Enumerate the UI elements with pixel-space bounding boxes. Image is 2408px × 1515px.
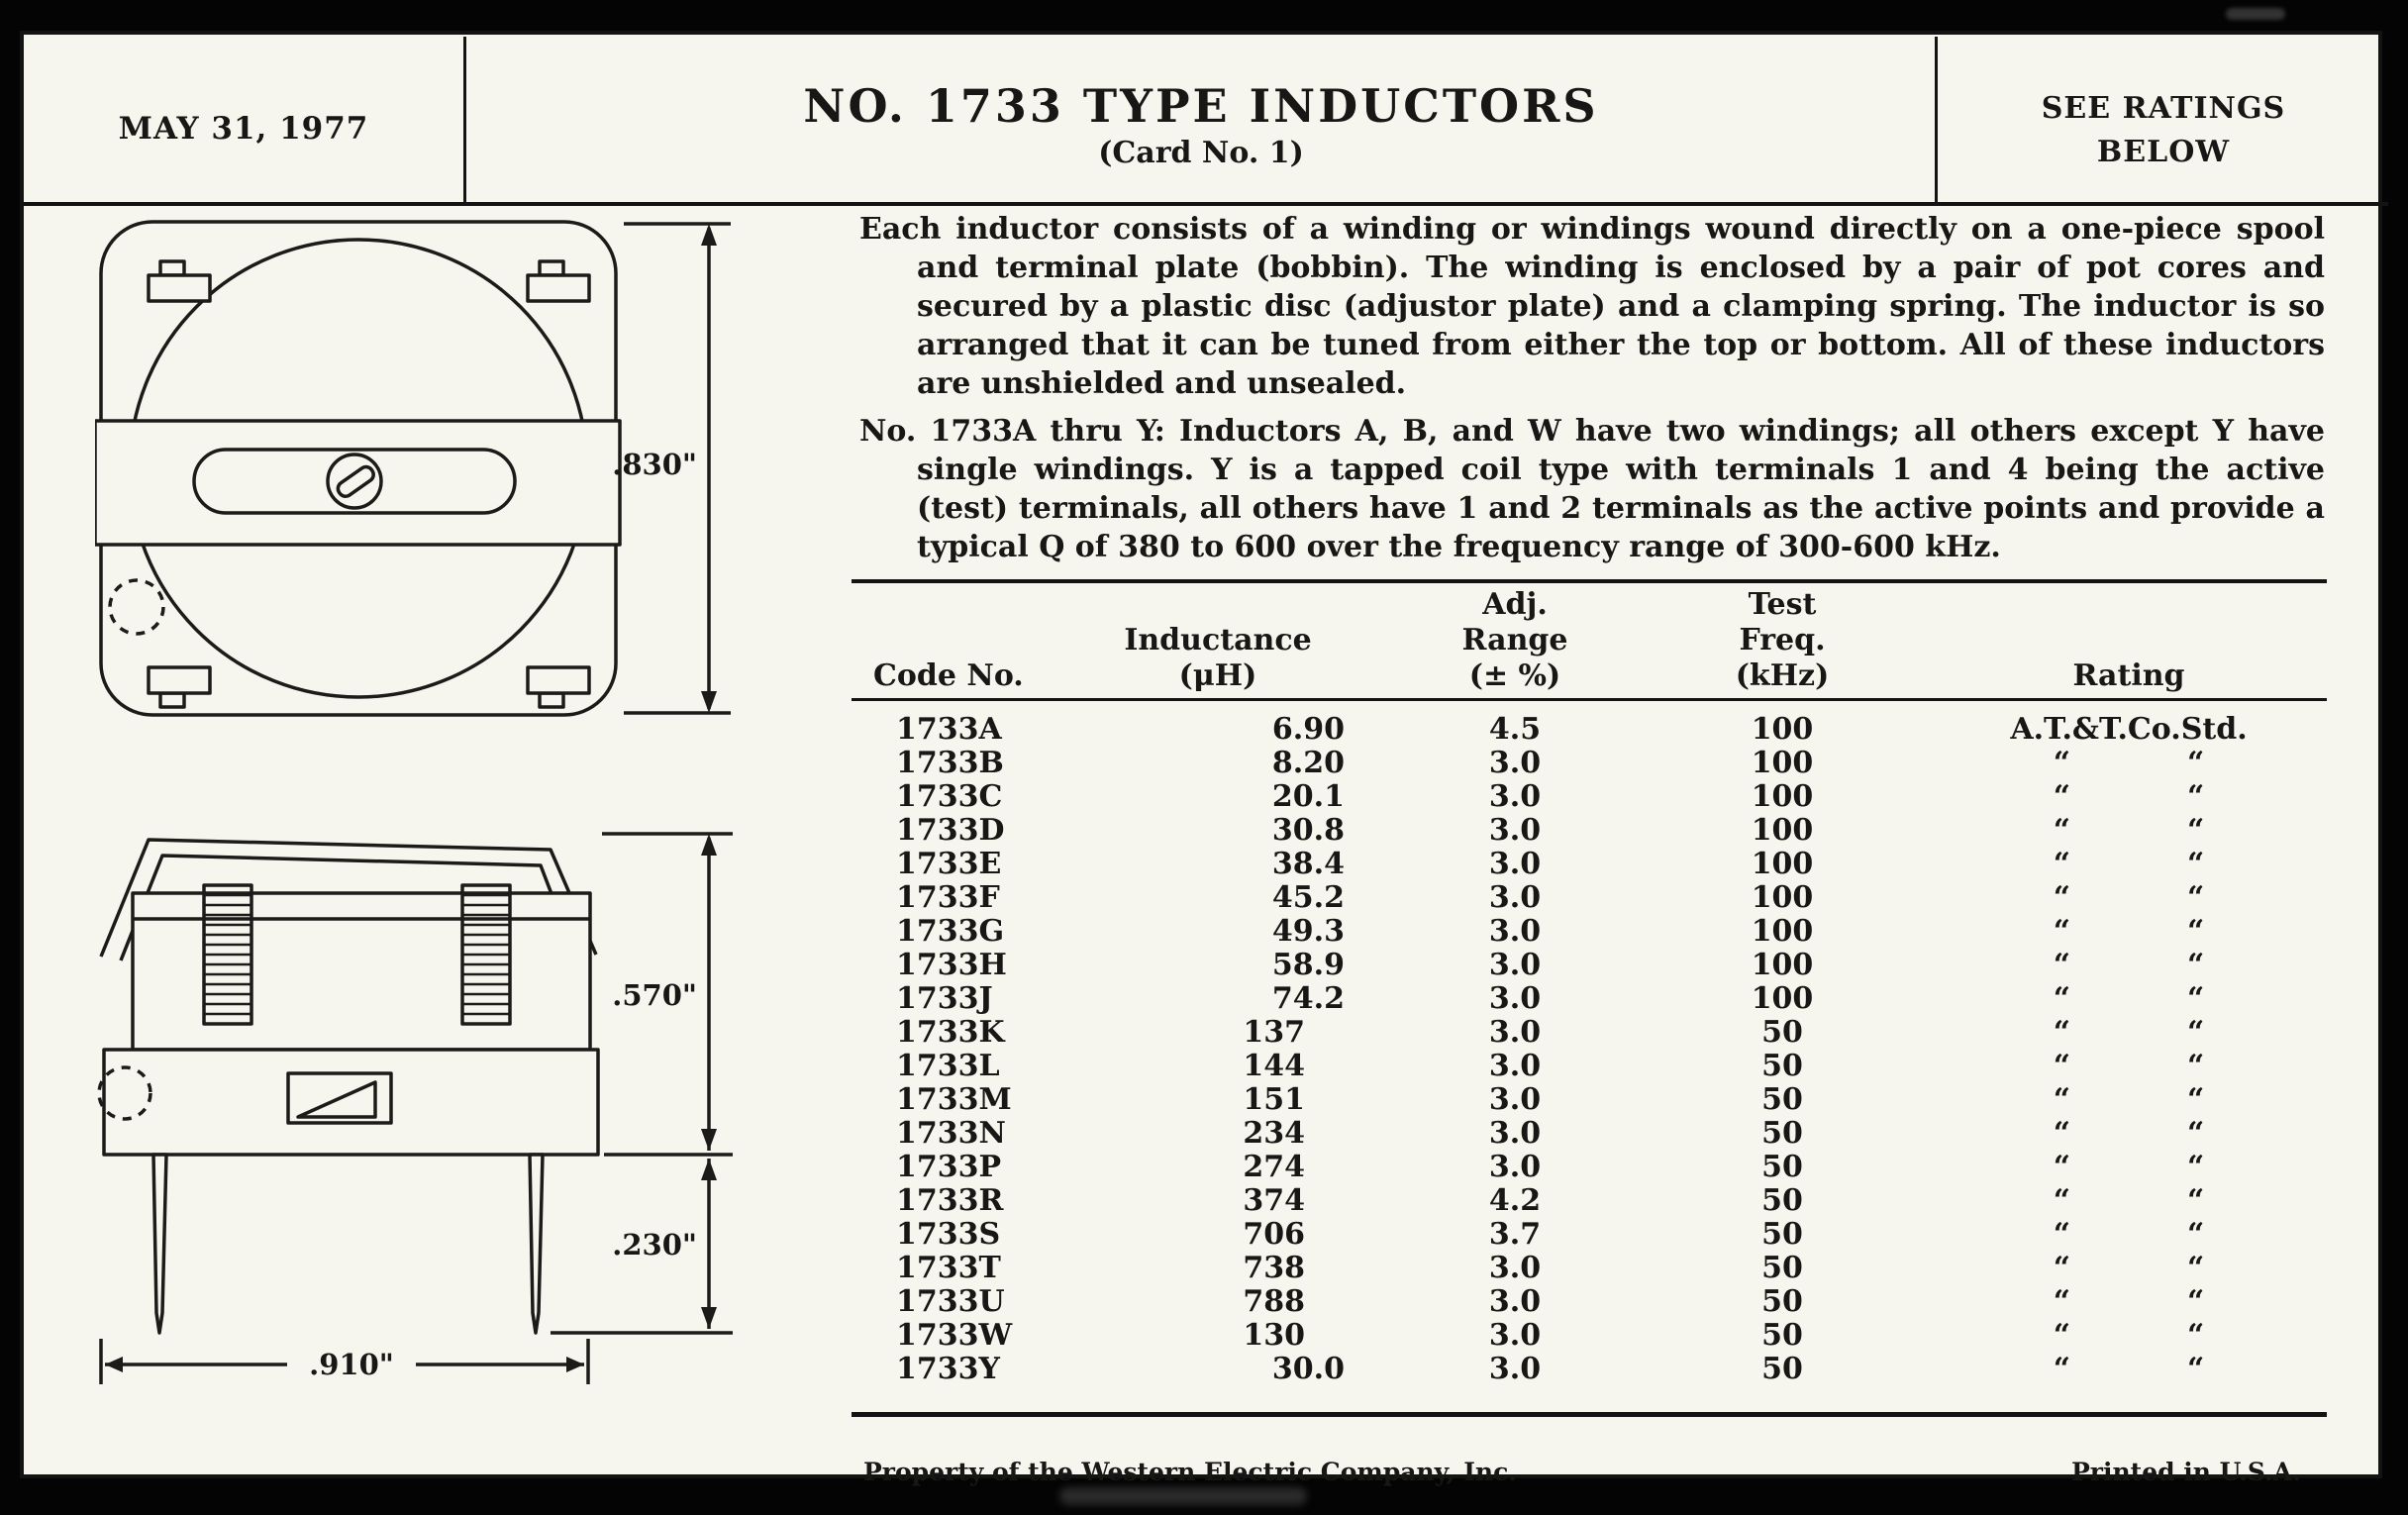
cell-adj-range: 3.0 xyxy=(1488,1352,1542,1386)
cell-test-freq: 100 xyxy=(1751,914,1814,949)
scan-mark xyxy=(2226,8,2285,20)
ratings-table xyxy=(852,579,2327,1417)
cell-inductance: 738 xyxy=(1243,1251,1305,1285)
cell-code: 1733A xyxy=(896,712,1002,747)
cell-test-freq: 50 xyxy=(1761,1015,1803,1050)
table-row xyxy=(852,1083,2327,1117)
table-row xyxy=(852,1016,2327,1050)
ditto-mark: “ xyxy=(2053,746,2070,780)
cell-inductance: 45.2 xyxy=(1271,880,1345,915)
cell-code: 1733E xyxy=(896,847,1002,881)
cell-rating xyxy=(1891,1353,2327,1386)
pot-core-body xyxy=(133,893,590,1050)
cell-rating xyxy=(1891,1252,2327,1285)
cell-rating xyxy=(1891,814,2327,848)
ditto-mark: “ xyxy=(2187,1150,2205,1184)
reference-dashed-circle xyxy=(110,580,163,634)
cell-rating xyxy=(1891,1050,2327,1083)
cell-adj-range: 3.0 xyxy=(1488,1318,1542,1353)
cell-test-freq: 100 xyxy=(1751,880,1814,915)
terminal-pin-right xyxy=(530,1155,543,1333)
cell-adj-range: 3.0 xyxy=(1488,847,1542,881)
table-header xyxy=(852,583,2327,698)
table-row xyxy=(852,1285,2327,1319)
cell-test-freq: 50 xyxy=(1761,1318,1803,1353)
ditto-mark: “ xyxy=(2187,1284,2205,1319)
cell-test-freq: 50 xyxy=(1761,1352,1803,1386)
cell-adj-range: 3.7 xyxy=(1488,1217,1542,1252)
ditto-mark: “ xyxy=(2053,1352,2070,1386)
cell-rating xyxy=(1891,1319,2327,1353)
cell-code: 1733J xyxy=(896,981,993,1016)
cell-rating xyxy=(1891,1151,2327,1184)
ditto-mark: “ xyxy=(2187,1015,2205,1050)
see-ratings-note xyxy=(1937,87,2390,174)
cell-adj-range: 3.0 xyxy=(1488,813,1542,848)
header-divider-right xyxy=(1935,37,1938,202)
cell-inductance: 20.1 xyxy=(1271,779,1345,814)
cell-code: 1733P xyxy=(896,1150,1002,1184)
table-row xyxy=(852,780,2327,814)
ditto-mark: “ xyxy=(2053,914,2070,949)
cell-rating: A.T.&T.Co.Std. xyxy=(2010,712,2248,747)
ditto-mark: “ xyxy=(2187,847,2205,881)
table-row xyxy=(852,747,2327,780)
header-divider-left xyxy=(463,37,466,202)
dimension-label-230: .230" xyxy=(612,1228,697,1262)
ditto-mark: “ xyxy=(2053,1116,2070,1151)
see-ratings-line2: BELOW xyxy=(2096,135,2231,169)
cell-rating xyxy=(1891,1218,2327,1252)
table-row xyxy=(852,915,2327,949)
cell-test-freq: 100 xyxy=(1751,813,1814,848)
cell-rating xyxy=(1891,747,2327,780)
ditto-mark: “ xyxy=(2053,981,2070,1016)
dimension-label-570: .570" xyxy=(612,978,697,1012)
ditto-mark: “ xyxy=(2187,1217,2205,1252)
table-row xyxy=(852,982,2327,1016)
cell-test-freq: 100 xyxy=(1751,981,1814,1016)
cell-test-freq: 50 xyxy=(1761,1183,1803,1218)
ditto-mark: “ xyxy=(2187,1049,2205,1083)
dimension-label-910: .910" xyxy=(287,1345,416,1384)
cell-code: 1733U xyxy=(896,1284,1005,1319)
ditto-mark: “ xyxy=(2053,1284,2070,1319)
cell-inductance: 151 xyxy=(1243,1082,1305,1117)
ditto-mark: “ xyxy=(2053,1217,2070,1252)
ditto-mark: “ xyxy=(2053,1183,2070,1218)
adjusting-screw xyxy=(328,454,381,508)
cell-inductance: 30.0 xyxy=(1271,1352,1345,1386)
table-row xyxy=(852,949,2327,982)
ditto-mark: “ xyxy=(2187,1318,2205,1353)
ditto-mark: “ xyxy=(2187,880,2205,915)
table-row xyxy=(852,848,2327,881)
ditto-mark: “ xyxy=(2053,813,2070,848)
cell-adj-range: 3.0 xyxy=(1488,1116,1542,1151)
ditto-mark: “ xyxy=(2053,1015,2070,1050)
cell-inductance: 30.8 xyxy=(1271,813,1345,848)
cell-inductance: 49.3 xyxy=(1271,914,1345,949)
header-title-block xyxy=(465,79,1937,172)
ditto-mark: “ xyxy=(2053,1150,2070,1184)
cell-rating xyxy=(1891,915,2327,949)
cell-adj-range: 3.0 xyxy=(1488,948,1542,982)
table-row xyxy=(852,1117,2327,1151)
description-block xyxy=(859,210,2325,566)
cell-rating xyxy=(1891,848,2327,881)
cell-code: 1733B xyxy=(896,746,1004,780)
cell-adj-range: 3.0 xyxy=(1488,1251,1542,1285)
cell-code: 1733D xyxy=(896,813,1005,848)
ditto-mark: “ xyxy=(2187,914,2205,949)
cell-test-freq: 50 xyxy=(1761,1150,1803,1184)
cell-inductance: 706 xyxy=(1243,1217,1305,1252)
table-row xyxy=(852,1218,2327,1252)
cell-rating xyxy=(1891,881,2327,915)
cell-inductance: 38.4 xyxy=(1271,847,1345,881)
cell-code: 1733F xyxy=(896,880,1000,915)
cell-code: 1733T xyxy=(896,1251,1001,1285)
ditto-mark: “ xyxy=(2187,1352,2205,1386)
printed-in-usa: Printed in U.S.A. xyxy=(2071,1458,2301,1486)
column-header-rating: Rating xyxy=(2072,658,2185,693)
ditto-mark: “ xyxy=(2053,779,2070,814)
cell-test-freq: 100 xyxy=(1751,847,1814,881)
cell-inductance: 74.2 xyxy=(1271,981,1345,1016)
ditto-mark: “ xyxy=(2187,813,2205,848)
cell-inductance: 130 xyxy=(1243,1318,1305,1353)
cell-test-freq: 50 xyxy=(1761,1284,1803,1319)
cell-adj-range: 3.0 xyxy=(1488,1284,1542,1319)
column-header-inductance: Inductance (μH) xyxy=(1124,623,1312,693)
cell-test-freq: 50 xyxy=(1761,1049,1803,1083)
cell-code: 1733L xyxy=(896,1049,1000,1083)
cell-adj-range: 3.0 xyxy=(1488,914,1542,949)
cell-inductance: 8.20 xyxy=(1271,746,1345,780)
cell-adj-range: 3.0 xyxy=(1488,880,1542,915)
ditto-mark: “ xyxy=(2187,746,2205,780)
cell-rating xyxy=(1891,1184,2327,1218)
cell-rating xyxy=(1891,1016,2327,1050)
cell-rating xyxy=(1891,1083,2327,1117)
cell-code: 1733M xyxy=(896,1082,1012,1117)
cell-adj-range: 3.0 xyxy=(1488,981,1542,1016)
table-row xyxy=(852,1353,2327,1386)
cell-inductance: 274 xyxy=(1243,1150,1305,1184)
cell-adj-range: 3.0 xyxy=(1488,746,1542,780)
table-row xyxy=(852,1184,2327,1218)
table-row xyxy=(852,1252,2327,1285)
cell-test-freq: 50 xyxy=(1761,1116,1803,1151)
property-notice: Property of the Western Electric Company, Inc. xyxy=(863,1458,1518,1486)
cell-code: 1733N xyxy=(896,1116,1006,1151)
cell-test-freq: 100 xyxy=(1751,712,1814,747)
ditto-mark: “ xyxy=(2053,1318,2070,1353)
cell-inductance: 6.90 xyxy=(1271,712,1345,747)
ditto-mark: “ xyxy=(2187,948,2205,982)
cell-code: 1733C xyxy=(896,779,1003,814)
column-header-test-freq: Test Freq. (kHz) xyxy=(1735,587,1830,693)
header-date: MAY 31, 1977 xyxy=(118,111,369,147)
see-ratings-line1: SEE RATINGS xyxy=(2041,91,2286,126)
cell-rating xyxy=(1891,780,2327,814)
cell-code: 1733K xyxy=(896,1015,1005,1050)
page-title: NO. 1733 TYPE INDUCTORS xyxy=(803,79,1599,133)
table-row xyxy=(852,713,2327,747)
cell-adj-range: 3.0 xyxy=(1488,1015,1542,1050)
description-paragraph-2: No. 1733A thru Y: Inductors A, B, and W have two windings; all others except Y have single windings. Y is a tapped coil type with terminals 1 and 4 being the active (test) terminals, all others have 1 and 2 terminals as the active points and provide a typical Q of 380 to 600 over the frequency range of 300-600 kHz. xyxy=(859,414,2325,564)
header-rule xyxy=(20,202,2388,206)
table-row xyxy=(852,881,2327,915)
cell-inductance: 788 xyxy=(1243,1284,1305,1319)
ditto-mark: “ xyxy=(2187,981,2205,1016)
terminal-pin-left xyxy=(153,1155,166,1333)
cell-inductance: 234 xyxy=(1243,1116,1305,1151)
column-header-code: Code No. xyxy=(873,658,1024,693)
dimension-label-830: .830" xyxy=(612,448,697,481)
cell-adj-range: 3.0 xyxy=(1488,1150,1542,1184)
scan-smudge xyxy=(1059,1487,1307,1505)
ditto-mark: “ xyxy=(2053,948,2070,982)
cell-inductance: 374 xyxy=(1243,1183,1305,1218)
card-number: (Card No. 1) xyxy=(1098,136,1304,170)
column-header-adj-range: Adj. Range (± %) xyxy=(1461,587,1568,693)
cell-code: 1733G xyxy=(896,914,1005,949)
table-row xyxy=(852,1319,2327,1353)
cell-code: 1733Y xyxy=(896,1352,1000,1386)
cell-rating xyxy=(1891,1117,2327,1151)
table-rule-bottom xyxy=(852,1412,2327,1417)
ditto-mark: “ xyxy=(2187,1082,2205,1117)
cell-test-freq: 50 xyxy=(1761,1217,1803,1252)
cell-code: 1733S xyxy=(896,1217,1001,1252)
table-row xyxy=(852,1050,2327,1083)
ditto-mark: “ xyxy=(2053,1082,2070,1117)
description-paragraph-1: Each inductor consists of a winding or windings wound directly on a one-piece spool and terminal plate (bobbin). The winding is enclosed by a pair of pot cores and secured by a plastic disc (adjustor plate) and a clamping spring. The inductor is so arranged that it can be tuned from either the top or bottom. All of these inductors are unshielded and unsealed. xyxy=(859,212,2325,401)
cell-rating xyxy=(1891,949,2327,982)
cell-inductance: 137 xyxy=(1243,1015,1305,1050)
ditto-mark: “ xyxy=(2053,1251,2070,1285)
cell-rating xyxy=(1891,1285,2327,1319)
inductor-side-view-drawing xyxy=(87,824,760,1398)
ditto-mark: “ xyxy=(2053,847,2070,881)
cell-inductance: 58.9 xyxy=(1271,948,1345,982)
cell-code: 1733R xyxy=(896,1183,1004,1218)
table-row xyxy=(852,1151,2327,1184)
table-row xyxy=(852,814,2327,848)
cell-adj-range: 4.5 xyxy=(1488,712,1542,747)
cell-adj-range: 3.0 xyxy=(1488,1082,1542,1117)
cell-test-freq: 50 xyxy=(1761,1251,1803,1285)
ditto-mark: “ xyxy=(2187,1116,2205,1151)
table-body xyxy=(852,701,2327,1386)
ditto-mark: “ xyxy=(2053,1049,2070,1083)
cell-rating xyxy=(1891,982,2327,1016)
cell-test-freq: 100 xyxy=(1751,948,1814,982)
cell-adj-range: 4.2 xyxy=(1488,1183,1542,1218)
ditto-mark: “ xyxy=(2187,1183,2205,1218)
cell-code: 1733H xyxy=(896,948,1007,982)
ditto-mark: “ xyxy=(2053,880,2070,915)
cell-inductance: 144 xyxy=(1243,1049,1305,1083)
ditto-mark: “ xyxy=(2187,1251,2205,1285)
ditto-mark: “ xyxy=(2187,779,2205,814)
cell-adj-range: 3.0 xyxy=(1488,1049,1542,1083)
cell-test-freq: 100 xyxy=(1751,746,1814,780)
terminal-plate xyxy=(104,1050,598,1155)
cell-test-freq: 100 xyxy=(1751,779,1814,814)
cell-code: 1733W xyxy=(896,1318,1013,1353)
cell-adj-range: 3.0 xyxy=(1488,779,1542,814)
cell-test-freq: 50 xyxy=(1761,1082,1803,1117)
